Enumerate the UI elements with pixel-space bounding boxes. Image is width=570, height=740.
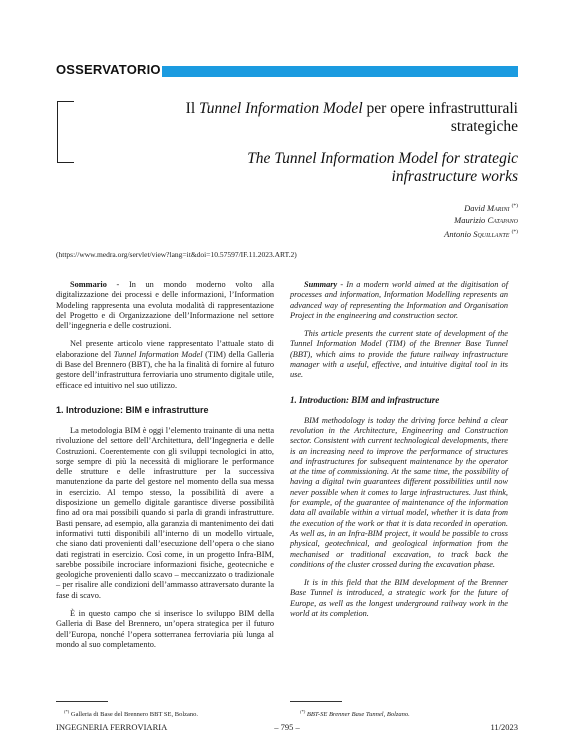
italian-paragraph: È in questo campo che si inserisce lo sviluppo BIM della Galleria di Base del Brennero, un’opera strategica per il futuro dell’Europa, nonché l’opera sotterranea ferroviaria più lunga al mondo al suo completamento. [56,609,274,649]
author: David Marini (*) [464,202,518,213]
italian-footnote: (*) Galleria di Base del Brennero BBT SE, Bolzano. [64,709,199,719]
english-footnote: (*) BBT-SE Brenner Base Tunnel, Bolzano. [300,709,410,719]
english-paragraph: It is in this field that the BIM development of the Brenner Base Tunnel is introduced, a strategic work for the future of Europe, as well as the longest underground railway work in the world at its completion. [290,578,508,619]
page-footer [56,721,518,733]
footnote-rule [290,701,342,702]
italian-column [56,280,274,658]
italian-paragraph: La metodologia BIM è oggi l’elemento trainante di una netta rivoluzione del settore dell’Architettura, dell’Ingegneria e delle Costruzioni. Coerentemente con gli sviluppi tecnologici in atto, sorge sempre di più la necessità di migliorare le performance delle strutture e delle infrastrutture per la successiva manutenzione da parte del gestore nel momento della sua messa in esercizio. Al tempo stesso, la possibilità di avere a disposizione un gemello digitale garantisce diverse possibilità fino ad ora mai possibili quando si parla di grandi infrastrutture. Basti pensare, ad esempio, alla garanzia di mantenimento dei dati informativi tutti disponibili all’interno di un modello virtuale, che siano dati provenienti dall’esecuzione dell’opera o che siano dati registrati in esercizio. Così come, in un progetto Infra-BIM, sarebbe possibile incrociare informazioni fisiche, geotecniche e geologiche provenienti dallo scavo – meccanizzato o tradizionale – per risalire alle condizioni dell’ammasso attraversato durante la fase di scavo. [56,425,274,600]
italian-abstract: Sommario - In un mondo moderno volto alla digitalizzazione dei processi e delle informazioni, l’Information Modeling rappresenta una evoluta modalità di rappresentazione del Progetto e di Organizzazione dell’Informazione nel settore dell’ingegneria e delle costruzioni. [56,280,274,331]
footnote-rule [56,701,108,702]
english-column [290,280,508,627]
author: Antonio Squillante (*) [444,228,518,239]
section-label: OSSERVATORIO [56,62,161,77]
abstract-label: Summary [304,280,338,289]
english-paragraph: This article presents the current state of development of the Tunnel Information Model (TIM) of the Brenner Base Tunnel (BBT), which aims to provide the future railway infrastructure manager with a useful, effective, and intuitive digital tool in its use. [290,329,508,380]
abstract-label: Sommario [70,280,107,289]
english-section-heading: 1. Introduction: BIM and infrastructure [290,394,440,405]
title-english: The Tunnel Information Model for strategic infrastructure works [247,150,518,185]
title-italian: Il Tunnel Information Model per opere infrastrutturali strategiche [185,100,518,135]
journal-name: INGEGNERIA FERROVIARIA [56,722,168,732]
english-abstract: Summary - In a modern world aimed at the digitisation of processes and information, Information Modelling represents an advanced way of representing the Information and Organisation Project in the engineering and construction sector. [290,280,508,320]
author: Maurizio Catapano [454,214,518,225]
italian-section-heading: 1. Introduzione: BIM e infrastrutture [56,404,209,415]
page-number: – 795 – [274,722,300,732]
italian-paragraph: Nel presente articolo viene rappresentato l’attuale stato di elaborazione del Tunnel Information Model (TIM) della Galleria di Base del Brennero (BBT), che ha la finalità di fornire al futuro gestore dell’infrastruttura ferroviaria uno strumento digitale utile, efficace ed intuitivo nel suo utilizzo. [56,339,274,390]
decorative-bracket [57,101,74,163]
title-italian-emphasis: Tunnel Information Model [199,100,363,117]
doi-link[interactable]: (https://www.medra.org/servlet/view?lang=it&doi=10.57597/IF.11.2023.ART.2) [56,250,297,259]
author-list [258,200,518,240]
issue-date: 11/2023 [490,722,518,732]
english-paragraph: BIM methodology is today the driving force behind a clear revolution in the Architecture, Engineering and Construction sector. Consistent with current technological developments, there is an increasing need to improve the performance of structures and infrastructures for subsequent maintenance by the operator at the time of commissioning. At the same time, the possibility of having a digital twin guarantees different possibilities until now never possible when it comes to large infrastructures. Just think, for example, of the guarantee of maintenance of the information data all available within a virtual model, whether it is data from the execution of the work or that it is data recorded in operation. As well as, in an Infra-BIM project, it would be possible to cross physical, geotechnical, and geological information from the mechanised or traditional excavation, to track back the conditions of the cluster crossed during the excavation phase. [290,415,508,569]
section-accent-bar [162,66,518,77]
